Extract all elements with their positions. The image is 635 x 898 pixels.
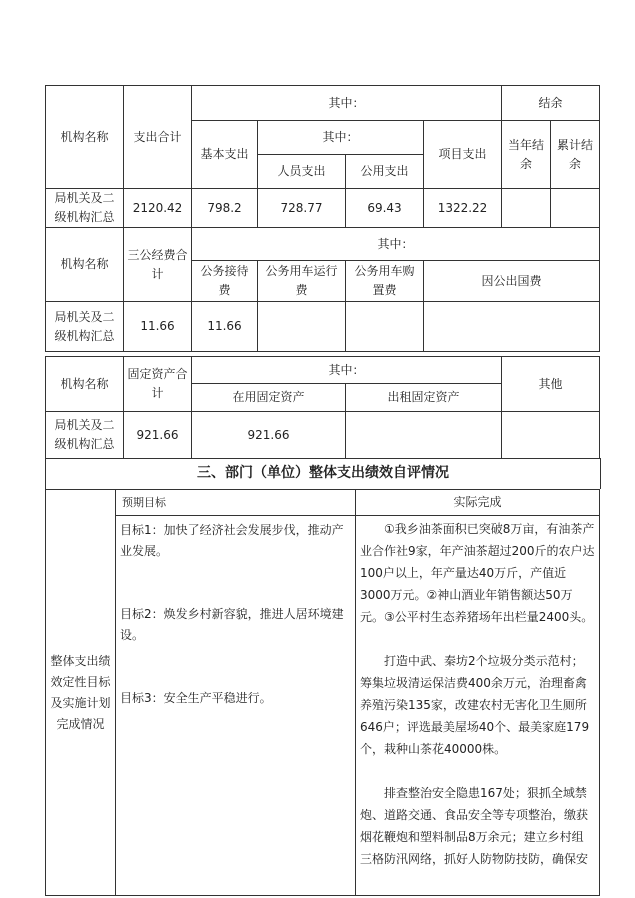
header-personnel: 人员支出 <box>258 155 346 189</box>
header-public: 公用支出 <box>346 155 424 189</box>
cell-vehicle-operation <box>258 302 346 352</box>
header-vehicle-purchase: 公务用车购置费 <box>346 261 424 302</box>
cell-org: 局机关及二级机构汇总 <box>46 412 124 459</box>
header-other: 其他 <box>502 357 600 412</box>
cell-public: 69.43 <box>346 189 424 228</box>
header-among: 其中： <box>192 357 502 384</box>
fixed-assets-table <box>45 356 600 459</box>
header-org-name: 机构名称 <box>46 357 124 412</box>
cell-year-balance <box>502 189 551 228</box>
header-fixed-assets-total: 固定资产合计 <box>124 357 192 412</box>
actual-item: ①我乡油茶面积已突破8万亩，有油茶产业合作社9家，年产油茶超过200斤的农户达100户以上，年产量达40万斤，产值近3000万元。②神山酒业年销售额达50万元。③公平村生态养猪场年出栏量2400头。 <box>360 522 595 624</box>
cell-vehicle-purchase <box>346 302 424 352</box>
header-cumulative-balance: 累计结余 <box>551 121 600 189</box>
header-org-name: 机构名称 <box>46 86 124 189</box>
header-total-expenditure: 支出合计 <box>124 86 192 189</box>
table-row <box>46 412 600 459</box>
goal-item: 目标1：加快了经济社会发展步伐，推动产业发展。 <box>120 523 344 558</box>
header-vehicle-operation: 公务用车运行费 <box>258 261 346 302</box>
cell-other <box>502 412 600 459</box>
cell-personnel: 728.77 <box>258 189 346 228</box>
performance-row-label: 整体支出绩效定性目标及实施计划完成情况 <box>46 490 116 896</box>
header-basic-expenditure: 基本支出 <box>192 121 258 189</box>
cell-reception: 11.66 <box>192 302 258 352</box>
table-row <box>46 189 600 228</box>
performance-table <box>45 489 600 896</box>
cell-rented <box>346 412 502 459</box>
table-row <box>46 302 600 352</box>
cell-in-use: 921.66 <box>192 412 346 459</box>
header-balance: 结余 <box>502 86 600 121</box>
header-three-public-total: 三公经费合计 <box>124 228 192 302</box>
cell-cumulative-balance <box>551 189 600 228</box>
header-rented-assets: 出租固定资产 <box>346 384 502 412</box>
expected-goals-cell <box>116 516 356 896</box>
cell-org: 局机关及二级机构汇总 <box>46 189 124 228</box>
header-org-name: 机构名称 <box>46 228 124 302</box>
expenditure-table <box>45 85 600 228</box>
cell-org: 局机关及二级机构汇总 <box>46 302 124 352</box>
actual-item: 打造中武、秦坊2个垃圾分类示范村；筹集垃圾清运保洁费400余万元，治理畜禽养殖污染135家，改建农村无害化卫生厕所646户；评选最美屋场40个、最美家庭179个，栽种山茶花40000株。 <box>360 654 590 756</box>
header-abroad: 因公出国费 <box>424 261 600 302</box>
cell-total: 11.66 <box>124 302 192 352</box>
cell-project: 1322.22 <box>424 189 502 228</box>
cell-total: 921.66 <box>124 412 192 459</box>
goal-item: 目标3：安全生产平稳进行。 <box>120 691 272 705</box>
header-year-balance: 当年结余 <box>502 121 551 189</box>
actual-item: 排查整治安全隐患167处；狠抓全域禁炮、道路交通、食品安全等专项整治，缴获烟花鞭炮和塑料制品8万余元；建立乡村组三格防汛网络，抓好人防物防技防，确保安 <box>360 786 589 866</box>
header-among-sub: 其中： <box>258 121 424 155</box>
header-actual-completion: 实际完成 <box>356 490 600 516</box>
goal-item: 目标2：焕发乡村新容貌，推进人居环境建设。 <box>120 607 344 642</box>
header-among: 其中： <box>192 86 502 121</box>
header-among: 其中： <box>192 228 600 261</box>
cell-basic: 798.2 <box>192 189 258 228</box>
actual-completion-cell <box>356 516 600 896</box>
header-project-expenditure: 项目支出 <box>424 121 502 189</box>
cell-total: 2120.42 <box>124 189 192 228</box>
three-public-expenses-table <box>45 227 600 352</box>
header-expected-goals: 预期目标 <box>116 490 356 516</box>
header-reception: 公务接待费 <box>192 261 258 302</box>
section-title: 三、部门（单位）整体支出绩效自评情况 <box>45 458 601 489</box>
cell-abroad <box>424 302 600 352</box>
header-in-use-assets: 在用固定资产 <box>192 384 346 412</box>
